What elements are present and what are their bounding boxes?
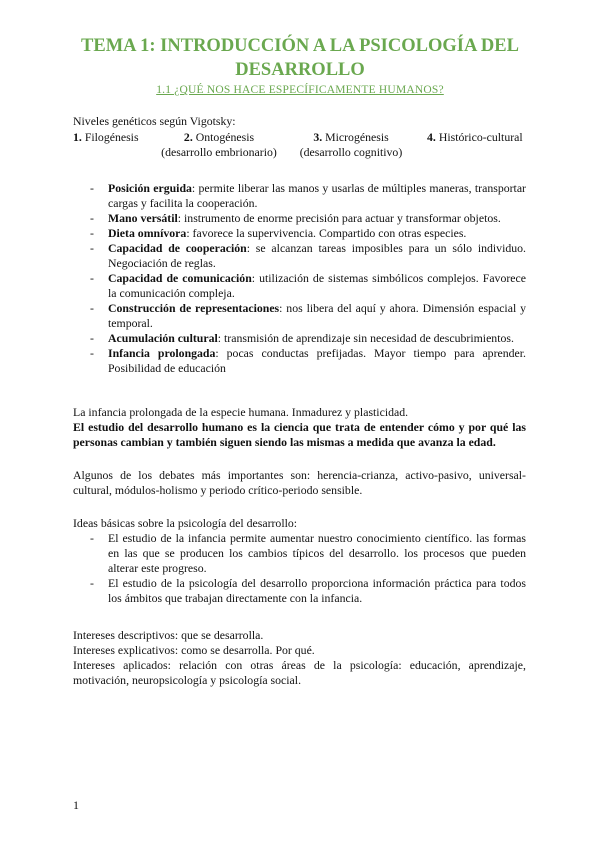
intereses-aplicados: Intereses aplicados: relación con otras áreas de la psicología: educación, aprendizaje, motivación, neuropsicología y psicología social. <box>73 658 526 687</box>
infancia-line: La infancia prolongada de la especie humana. Inmadurez y plasticidad. <box>73 405 409 419</box>
list-item: - El estudio de la psicología del desarrollo proporciona información práctica para todos los ámbitos que trabajan directamente con la infancia. <box>90 576 526 606</box>
level-item: 3. Microgénesis (desarrollo cognitivo) <box>299 130 403 159</box>
intereses-descriptivos: Intereses descriptivos: que se desarrolla. <box>73 628 264 642</box>
ideas-list <box>90 531 526 606</box>
section-subtitle: 1.1 ¿QUÉ NOS HACE ESPECÍFICAMENTE HUMANOS? <box>156 84 444 96</box>
level-item: 1. Filogénesis <box>73 130 139 144</box>
list-item: - Capacidad de comunicación: utilización de sistemas simbólicos complejos. Favorece la comunicación compleja. <box>90 271 526 301</box>
vigotsky-levels <box>73 130 533 170</box>
list-item: - Construcción de representaciones: nos libera del aquí y ahora. Dimensión espacial y temporal. <box>90 301 526 331</box>
page-title: TEMA 1: INTRODUCCIÓN A LA PSICOLOGÍA DEL DESARROLLO <box>81 36 519 80</box>
list-item: - Infancia prolongada: pocas conductas prefijadas. Mayor tiempo para aprender. Posibilidad de educación <box>90 346 526 376</box>
list-item: - Mano versátil: instrumento de enorme precisión para actuar y transformar objetos. <box>90 211 526 226</box>
traits-list <box>90 181 526 376</box>
intereses-explicativos: Intereses explicativos: como se desarrolla. Por qué. <box>73 643 315 657</box>
vigotsky-intro: Niveles genéticos según Vigotsky: <box>73 114 236 128</box>
level-item: 2. Ontogénesis (desarrollo embrionario) <box>161 130 277 159</box>
debates-paragraph: Algunos de los debates más importantes son: herencia-crianza, activo-pasivo, universal-cultural, módulos-holismo y periodo crítico-periodo sensible. <box>73 468 526 497</box>
page-number: 1 <box>73 798 79 812</box>
list-item: - Capacidad de cooperación: se alcanzan tareas imposibles para un sólo individuo. Negociación de reglas. <box>90 241 526 271</box>
list-item: - Acumulación cultural: transmisión de aprendizaje sin necesidad de descubrimientos. <box>90 331 526 346</box>
definition-paragraph: El estudio del desarrollo humano es la ciencia que trata de entender cómo y por qué las personas cambian y también siguen siendo las mismas a medida que avanza la edad. <box>73 420 526 449</box>
list-item: - El estudio de la infancia permite aumentar nuestro conocimiento científico. las formas en las que se producen los cambios típicos del desarrollo. los procesos que pueden alterar este progreso. <box>90 531 526 576</box>
level-item: 4. Histórico-cultural <box>427 130 523 144</box>
list-item: - Posición erguida: permite liberar las manos y usarlas de múltiples maneras, transportar cargas y facilita la cooperación. <box>90 181 526 211</box>
list-item: - Dieta omnívora: favorece la supervivencia. Compartido con otras especies. <box>90 226 526 241</box>
ideas-intro: Ideas básicas sobre la psicología del desarrollo: <box>73 516 298 530</box>
